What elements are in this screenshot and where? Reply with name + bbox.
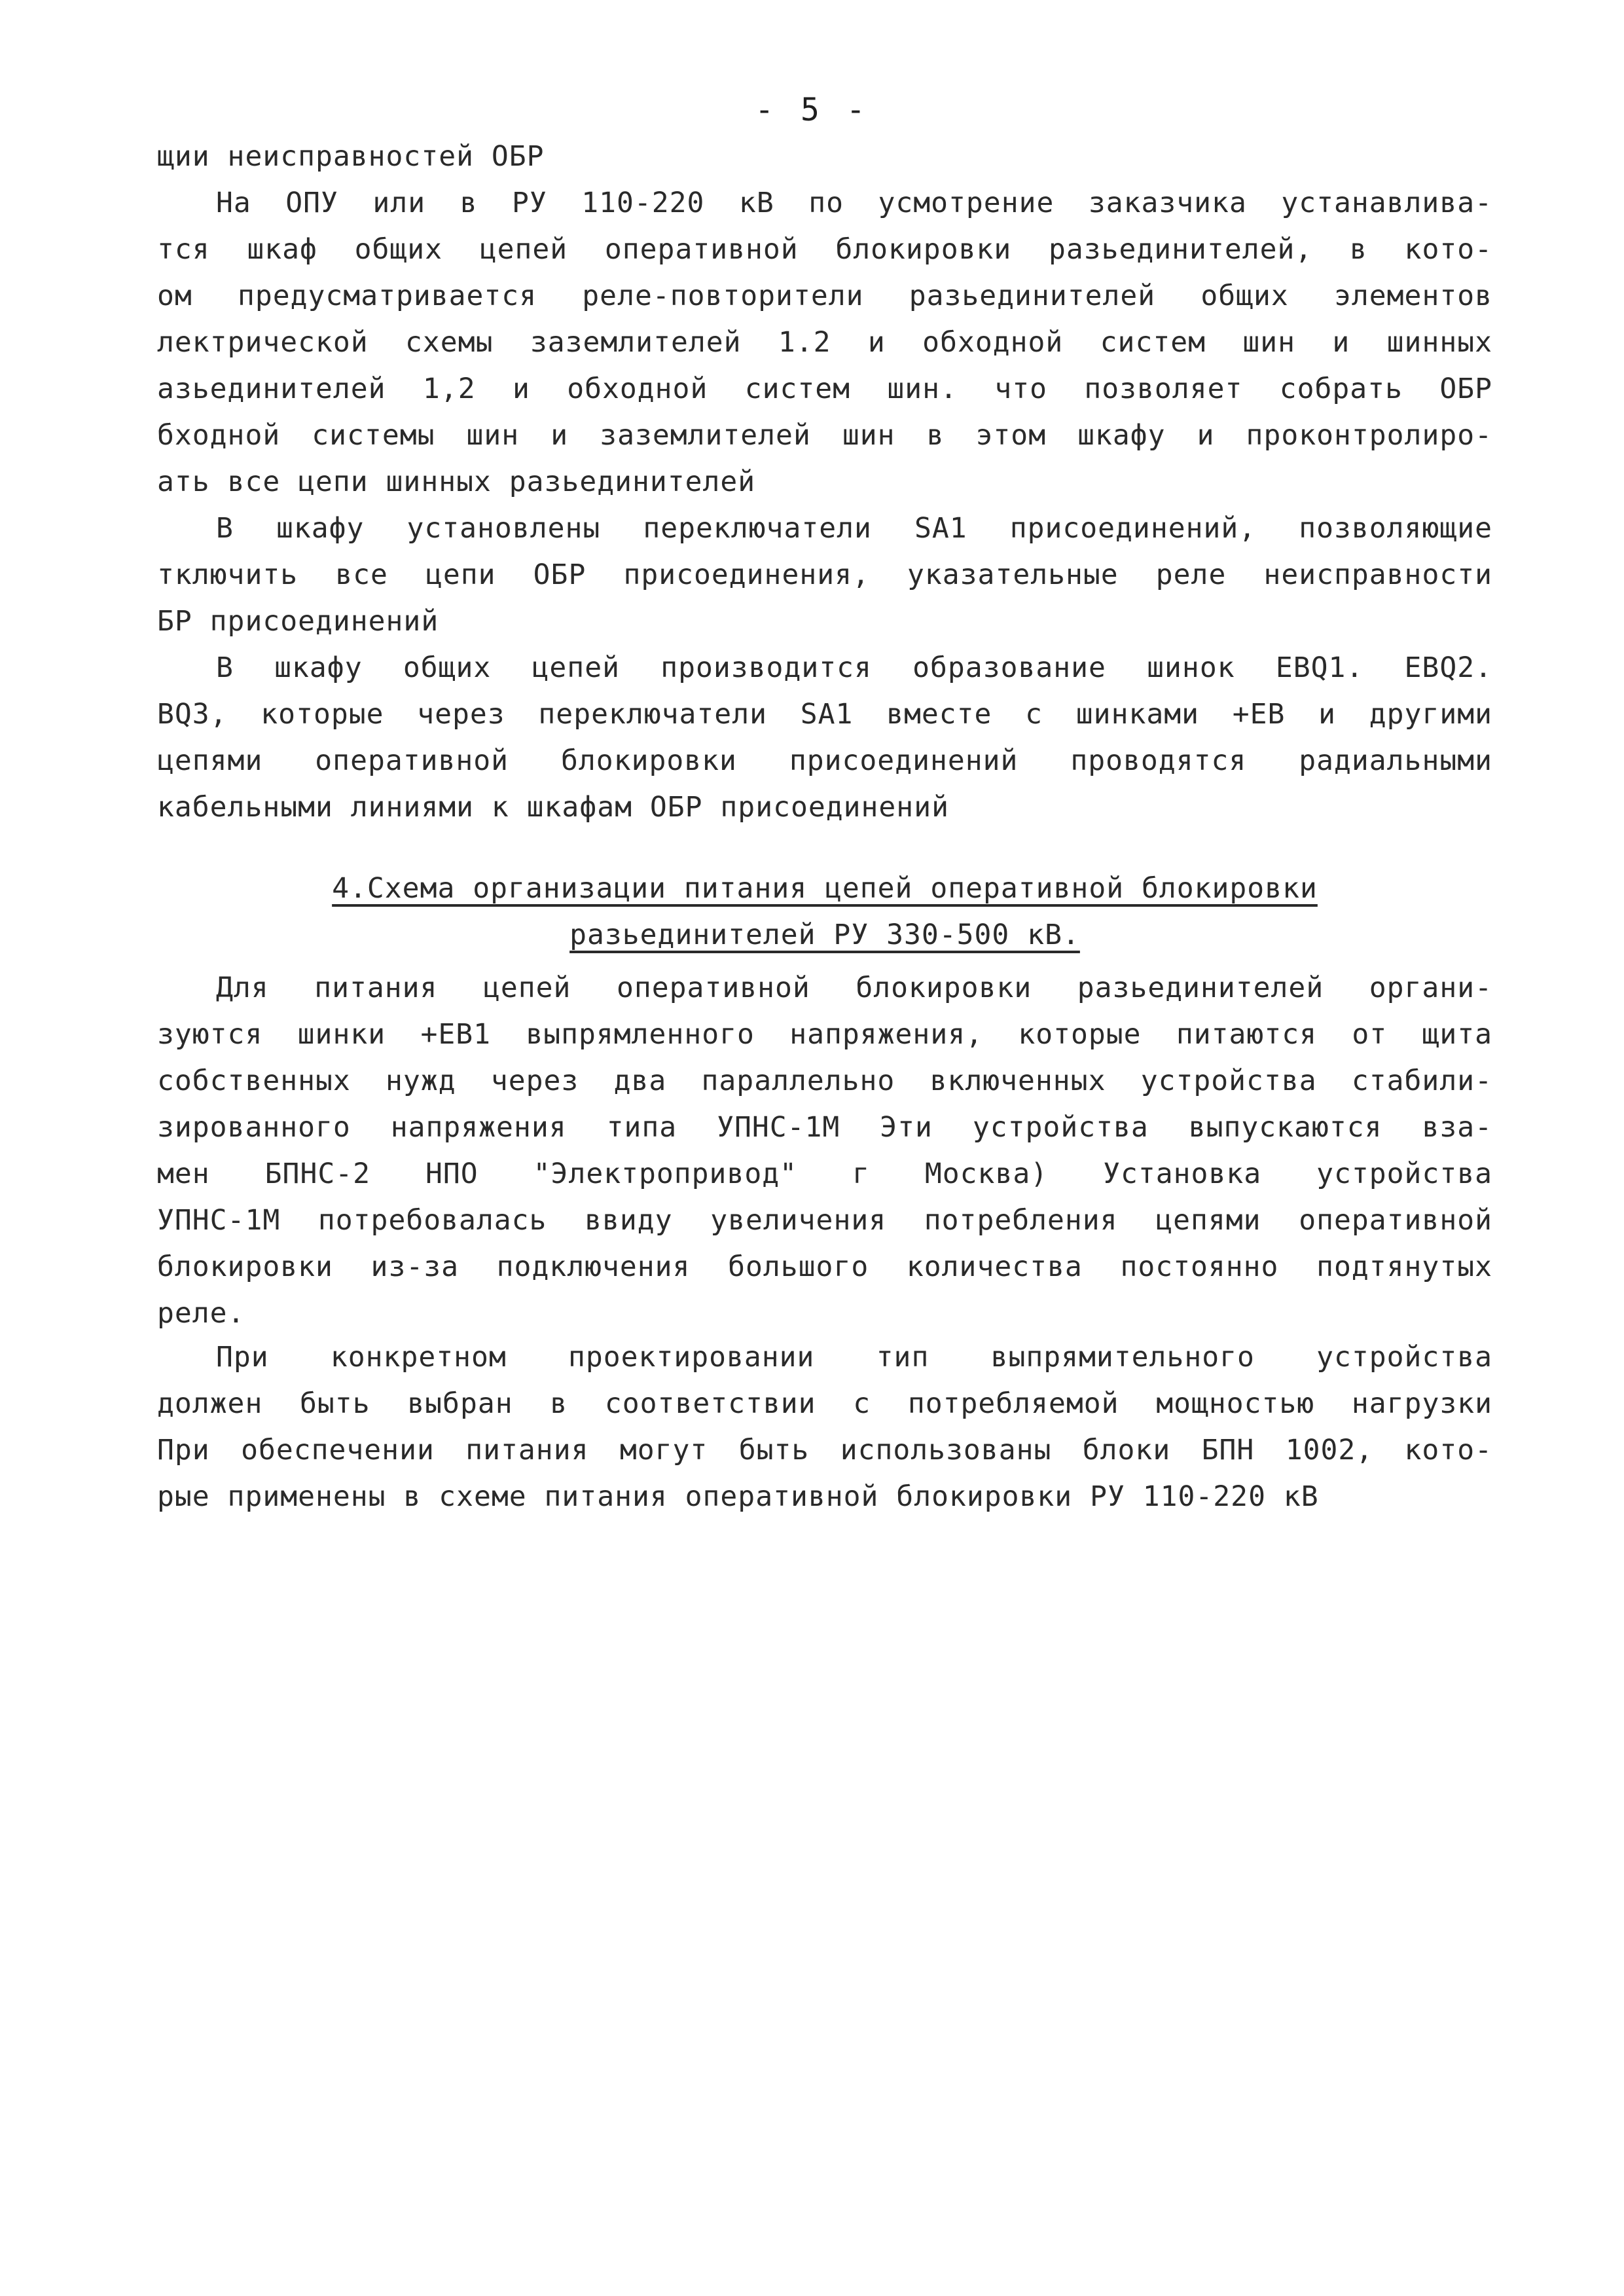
text-line: В шкафу установлены переключатели SA1 присоединений, позволяющие	[216, 512, 1492, 545]
text-line: зуются шинки +EB1 выпрямленного напряжения, которые питаются от щита	[157, 1018, 1492, 1051]
text-line: тся шкаф общих цепей оперативной блокировки разьединителей, в кото-	[157, 233, 1492, 266]
text-line: зированного напряжения типа УПНС-1М Эти устройства выпускаются вза-	[157, 1111, 1492, 1144]
text-line: На ОПУ или в РУ 110-220 кВ по усмотрение заказчика устанавлива-	[216, 187, 1492, 219]
text-line: При обеспечении питания могут быть использованы блоки БПН 1002, кото-	[157, 1434, 1492, 1467]
text-line: кабельными линиями к шкафам ОБР присоединений	[157, 791, 949, 824]
text-line: цепями оперативной блокировки присоединений проводятся радиальными	[157, 744, 1492, 777]
text-line: лектрической схемы заземлителей 1.2 и обходной систем шин и шинных	[157, 326, 1492, 359]
text-line: УПНС-1М потребовалась ввиду увеличения потребления цепями оперативной	[157, 1204, 1492, 1237]
text-line: БР присоединений	[157, 605, 439, 638]
heading-line: 4.Схема организации питания цепей оперативной блокировки	[332, 872, 1318, 905]
text-line: BQ3, которые через переключатели SA1 вместе с шинками +EB и другими	[157, 698, 1492, 731]
text-line: ать все цепи шинных разьединителей	[157, 465, 756, 498]
text-line: мен БПНС-2 НПО "Электропривод" г Москва) Установка устройства	[157, 1157, 1492, 1190]
text-line: реле.	[157, 1297, 245, 1330]
paragraph-group-3	[157, 1334, 1492, 1520]
page-number: - 5 -	[755, 92, 869, 128]
text-line: должен быть выбран в соответствии с потребляемой мощностью нагрузки	[157, 1387, 1492, 1420]
heading-line: разьединителей РУ 330-500 кВ.	[569, 919, 1080, 951]
section-heading	[157, 866, 1492, 958]
text-line: ом предусматривается реле-повторители разьединителей общих элементов	[157, 280, 1492, 312]
text-line: тключить все цепи ОБР присоединения, указательные реле неисправности	[157, 558, 1492, 591]
text-line: щии неисправностей ОБР	[157, 140, 545, 173]
text-line: рые применены в схеме питания оперативной блокировки РУ 110-220 кВ	[157, 1480, 1319, 1513]
text-line: блокировки из-за подключения большого количества постоянно подтянутых	[157, 1250, 1492, 1283]
text-line: При конкретном проектировании тип выпрямительного устройства	[216, 1341, 1492, 1374]
text-line: Для питания цепей оперативной блокировки разьединителей органи-	[216, 972, 1492, 1004]
text-line: собственных нужд через два параллельно включенных устройства стабили-	[157, 1065, 1492, 1097]
paragraph-group-2	[157, 965, 1492, 1337]
text-line: азьединителей 1,2 и обходной систем шин. что позволяет собрать ОБР	[157, 373, 1492, 405]
text-line: бходной системы шин и заземлителей шин в этом шкафу и проконтролиро-	[157, 419, 1492, 452]
text-line: В шкафу общих цепей производится образование шинок EBQ1. EBQ2.	[216, 651, 1492, 684]
paragraph-group-1	[157, 134, 1492, 831]
